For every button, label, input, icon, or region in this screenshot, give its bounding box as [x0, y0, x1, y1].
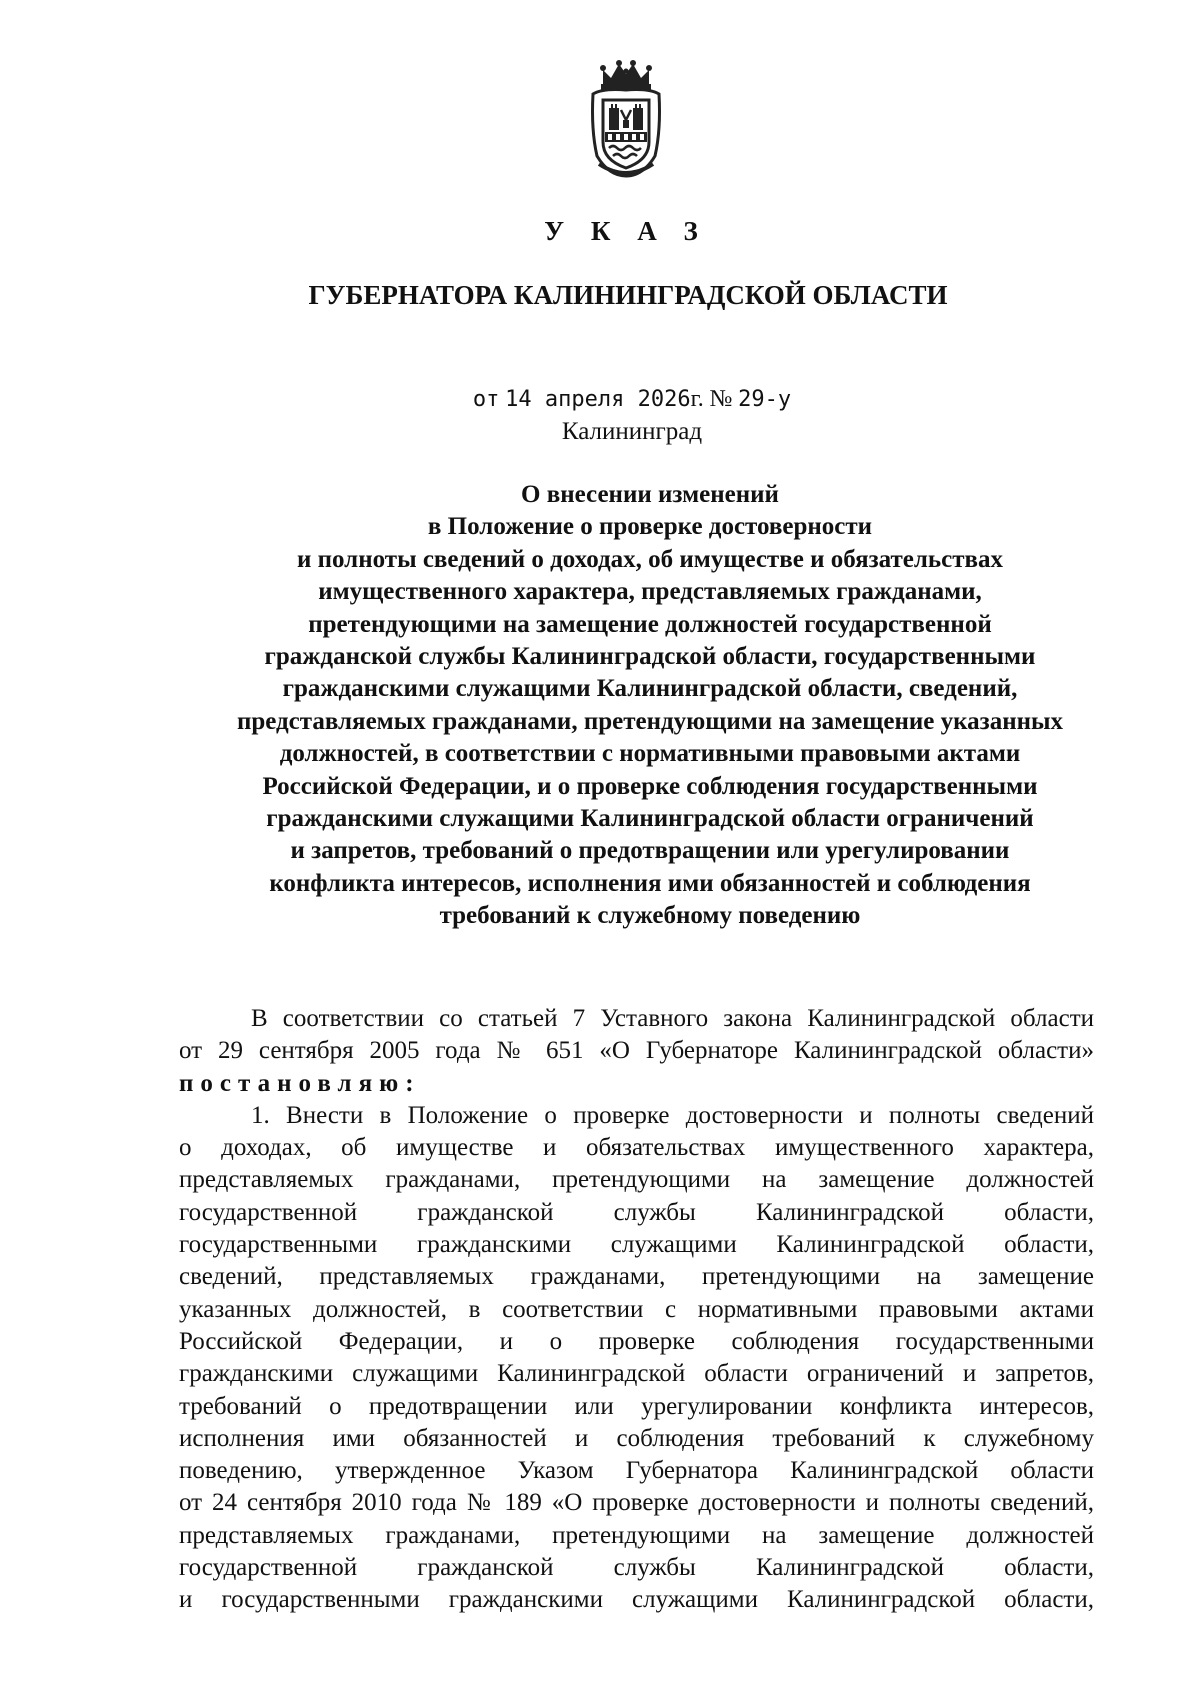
decree-subject	[180, 479, 1120, 933]
subject-line: и полноты сведений о доходах, об имуществе и обязательствах	[296, 545, 1004, 573]
subject-line: гражданской службы Калининградской области, государственными	[264, 643, 1036, 671]
number-prefix: №	[709, 386, 733, 412]
subject-line: претендующими на замещение должностей государственной	[308, 610, 992, 638]
body-line: от 24 сентября 2010 года № 189 «О проверке достоверности и полноты сведений,	[179, 1489, 1094, 1517]
subject-line: О внесении изменений	[521, 481, 779, 508]
body-line: поведению, утвержденное Указом Губернатора Калининградской области	[179, 1457, 1094, 1485]
body-line: о доходах, об имуществе и обязательствах имущественного характера,	[179, 1134, 1094, 1162]
city-name: Калининград	[561, 418, 703, 445]
body-line: представляемых гражданами, претендующими на замещение должностей	[179, 1521, 1094, 1549]
body-line: и государственными гражданскими служащими Калининградской области,	[179, 1586, 1094, 1614]
subject-line: Российской Федерации, и о проверке соблюдения государственными	[262, 772, 1038, 800]
subject-line: требований к служебному поведению	[439, 902, 861, 930]
body-line: В соответствии со статьей 7 Уставного закона Калининградской области	[251, 1005, 1094, 1032]
subject-line: и запретов, требований о предотвращении или урегулировании	[290, 837, 1010, 865]
body-line: сведений, представляемых гражданами, претендующими на замещение	[179, 1263, 1094, 1291]
date-number-line	[32, 386, 1200, 413]
subject-line: в Положение о проверке достоверности	[427, 513, 873, 541]
subject-line: конфликта интересов, исполнения ими обязанностей и соблюдения	[269, 869, 1031, 897]
body-line: 1. Внести в Положение о проверке достоверности и полноты сведений	[251, 1101, 1094, 1129]
date-suffix: г.	[690, 386, 704, 412]
body-line: представляемых гражданами, претендующими на замещение должностей	[179, 1166, 1094, 1194]
subject-line: представляемых гражданами, претендующими на замещение указанных	[236, 707, 1064, 735]
subject-line: гражданскими служащими Калининградской области ограничений	[266, 805, 1034, 833]
body-line: государственной гражданской службы Калининградской области,	[179, 1198, 1094, 1226]
decree-body	[179, 1003, 1094, 1617]
body-line: требований о предотвращении или урегулировании конфликта интересов,	[179, 1392, 1094, 1420]
subject-line: должностей, в соответствии с нормативными правовыми актами	[279, 740, 1021, 768]
body-line: государственными гражданскими служащими Калининградской области,	[179, 1231, 1094, 1259]
subject-line: гражданскими служащими Калининградской области, сведений,	[282, 675, 1018, 703]
body-line: от 29 сентября 2005 года № 651 «О Губернаторе Калининградской области»	[179, 1037, 1094, 1065]
date-prefix: от	[472, 387, 500, 412]
coat-of-arms-icon	[589, 60, 663, 178]
resolution-word: постановляю:	[179, 1069, 421, 1097]
subject-line: имущественного характера, представляемых гражданами,	[318, 578, 982, 606]
document-number: 29-у	[738, 387, 792, 412]
body-line: гражданскими служащими Калининградской области ограничений и запретов,	[179, 1360, 1094, 1388]
issuer-title: ГУБЕРНАТОРА КАЛИНИНГРАДСКОЙ ОБЛАСТИ	[308, 280, 948, 310]
body-line: исполнения ими обязанностей и соблюдения требований к служебному	[179, 1424, 1094, 1452]
date-typed: 14 апреля 2026	[505, 387, 691, 412]
document-type-title: У К А З	[544, 216, 708, 246]
body-line: государственной гражданской службы Калининградской области,	[179, 1554, 1094, 1582]
body-line: указанных должностей, в соответствии с нормативными правовыми актами	[179, 1295, 1094, 1323]
body-line: Российской Федерации, и о проверке соблюдения государственными	[179, 1327, 1094, 1355]
